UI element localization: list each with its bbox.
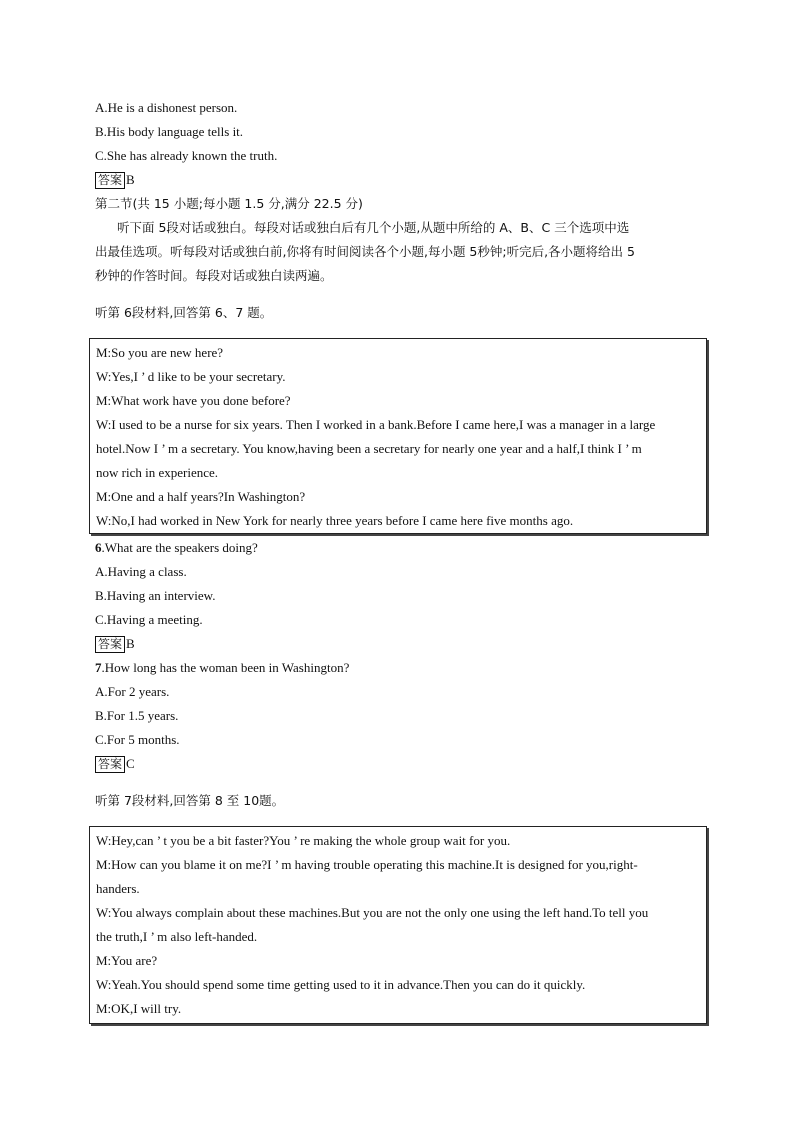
transcript-line: W:I used to be a nurse for six years. Then I worked in a bank.Before I came here,I was a manager in a large (96, 417, 656, 432)
answer-label: 答案 (95, 636, 125, 653)
section2-instructions-2: 出最佳选项。听每段对话或独白前,你将有时间阅读各个小题,每小题 5秒钟;听完后,各小题将给出 5 (95, 244, 635, 259)
q5-answer (95, 172, 135, 189)
q7-option-a: A.For 2 years. (95, 684, 170, 699)
transcript-line: the truth,I ’ m also left-handed. (96, 929, 258, 944)
transcript-line: M:So you are new here? (96, 345, 224, 360)
q6-answer (95, 636, 135, 653)
q6-number: 6 (95, 540, 102, 555)
transcript-line: W:Yeah.You should spend some time getting used to it in advance.Then you can do it quickly. (96, 977, 586, 992)
transcript-line: M:One and a half years?In Washington? (96, 489, 306, 504)
q6-stem-text: .What are the speakers doing? (101, 540, 258, 555)
section2-instructions-1: 听下面 5段对话或独白。每段对话或独白后有几个小题,从题中所给的 A、B、C 三个选项中选 (117, 220, 630, 235)
q7-stem (95, 660, 349, 676)
q5-option-b: B.His body language tells it. (95, 124, 244, 139)
transcript-line: M:How can you blame it on me?I ’ m having trouble operating this machine.It is designed for you,right- (96, 857, 638, 872)
q6-option-a: A.Having a class. (95, 564, 187, 579)
section2-heading: 第二节(共 15 小题;每小题 1.5 分,满分 22.5 分) (95, 196, 363, 211)
transcript-line: M:You are? (96, 953, 158, 968)
passage6-heading: 听第 6段材料,回答第 6、7 题。 (95, 305, 273, 320)
passage7-transcript-box (89, 826, 707, 1024)
section2-instructions-3: 秒钟的作答时间。每段对话或独白读两遍。 (95, 268, 333, 283)
q7-option-b: B.For 1.5 years. (95, 708, 179, 723)
transcript-line: M:OK,I will try. (96, 1001, 182, 1016)
q7-answer-value: C (126, 756, 135, 771)
passage7-heading: 听第 7段材料,回答第 8 至 10题。 (95, 793, 285, 808)
passage6-transcript-box (89, 338, 707, 534)
answer-label: 答案 (95, 756, 125, 773)
transcript-line: hotel.Now I ’ m a secretary. You know,having been a secretary for nearly one year and a half,I think I ’ m (96, 441, 642, 456)
q7-option-c: C.For 5 months. (95, 732, 180, 747)
q6-stem (95, 540, 258, 556)
transcript-line: handers. (96, 881, 140, 896)
transcript-line: M:What work have you done before? (96, 393, 291, 408)
q7-number: 7 (95, 660, 102, 675)
q6-option-b: B.Having an interview. (95, 588, 216, 603)
q5-option-a: A.He is a dishonest person. (95, 100, 238, 115)
q6-option-c: C.Having a meeting. (95, 612, 203, 627)
q5-answer-value: B (126, 172, 135, 187)
q5-option-c: C.She has already known the truth. (95, 148, 278, 163)
transcript-line: W:You always complain about these machines.But you are not the only one using the left hand.To tell you (96, 905, 649, 920)
q6-answer-value: B (126, 636, 135, 651)
transcript-line: W:No,I had worked in New York for nearly three years before I came here five months ago. (96, 513, 574, 528)
q7-answer (95, 756, 135, 773)
transcript-line: W:Yes,I ’ d like to be your secretary. (96, 369, 286, 384)
answer-label: 答案 (95, 172, 125, 189)
q7-stem-text: .How long has the woman been in Washington? (101, 660, 350, 675)
transcript-line: W:Hey,can ’ t you be a bit faster?You ’ re making the whole group wait for you. (96, 833, 511, 848)
transcript-line: now rich in experience. (96, 465, 219, 480)
